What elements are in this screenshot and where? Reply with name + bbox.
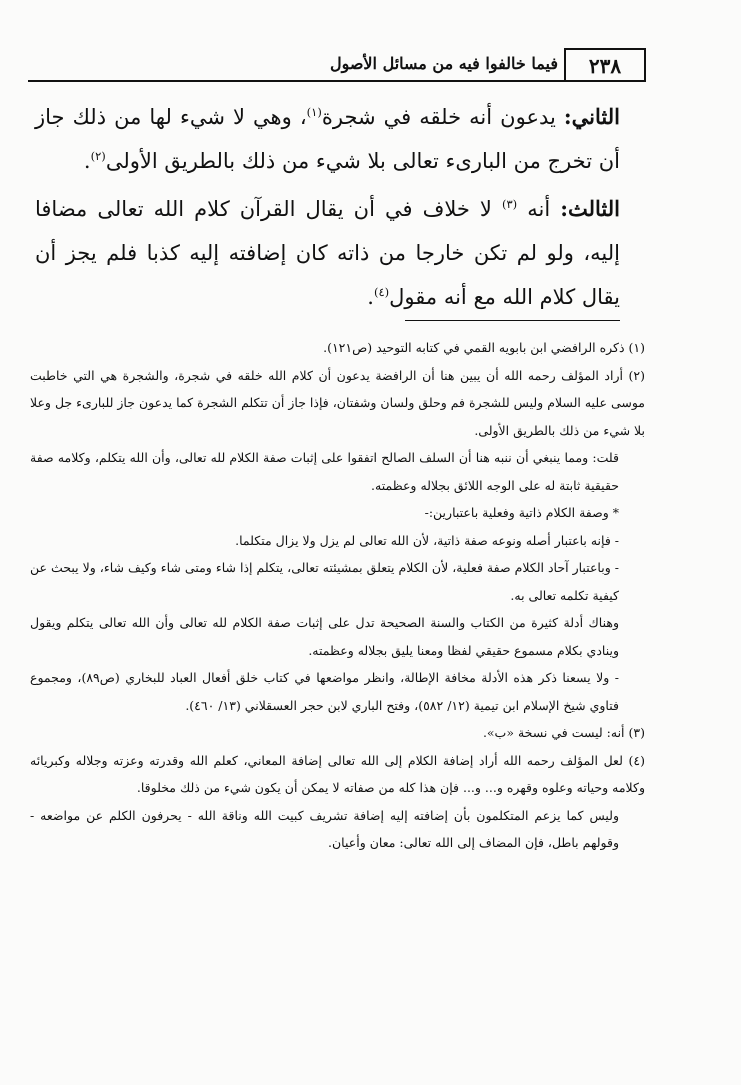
footnote-separator [405, 320, 620, 321]
paragraph-end: . [83, 149, 91, 173]
paragraph-label: الثاني: [563, 104, 620, 129]
paragraph-text: لا خلاف في أن يقال القرآن كلام الله تعالى مضافا إليه، ولو لم تكن خارجا من ذاته كان إضافته إليه كذبا فلم يجز أن يقال كلام الله مع أنه مقول [35, 197, 620, 309]
footnote-ref: (٣) [501, 197, 518, 211]
paragraph-label: الثالث: [560, 196, 620, 221]
footnote-2-item: - فإنه باعتبار أصله ونوعه صفة ذاتية، لأن الله تعالى لم يزل ولا يزال متكلما. [235, 532, 619, 548]
footnote-2: (٢) أراد المؤلف رحمه الله أن يبين هنا أن الرافضة يدعون أن كلام الله خلقه في شجرة، والشجرة هي التي خاطبت موسى عليه السلام وليس للشجرة فم وحلق ولسان وشفتان، فإذا جاز أن تتكلم الشجرة كما يدعون جاز للبارىء جل وعلا بلا شيء من ذلك بالطريق الأولى. [30, 367, 645, 438]
header-rule [28, 80, 646, 82]
footnote-3: (٣) أنه: ليست في نسخة «ب». [482, 725, 645, 740]
paragraph-second [35, 95, 620, 183]
main-text [35, 95, 620, 319]
running-header [28, 48, 646, 82]
paragraph-text: يدعون أنه خلقه في شجرة [321, 105, 564, 129]
footnote-4-para: وليس كما يزعم المتكلمون بأن إضافته إليه إضافة تشريف كبيت الله وناقة الله - يحرفون الكلم عن مواضعه - وقولهم باطل، فإن المضاف إلى الله تعالى: معان وأعيان. [30, 807, 619, 850]
footnote-2-item: - وباعتبار آحاد الكلام صفة فعلية، لأن الكلام يتعلق بمشيئته تعالى، يتكلم إذا شاء ومتى شاء وكيف شاء، ولا يبحث عن كيفية تكلمه تعالى به. [30, 560, 619, 603]
footnotes [30, 334, 645, 857]
footnote-4: (٤) لعل المؤلف رحمه الله أراد إضافة الكلام إلى الله تعالى إضافة المعاني، كعلم الله وقدرته وعزته وجلاله وكبريائه وكلامه وحياته وعلوه وقهره و... و... فإن هذا كله من صفاته لا يمكن أن يكون شيء من ذلك مخلوقا. [30, 752, 645, 795]
footnote-ref: (٢) [90, 149, 106, 163]
page-number: ٢٣٨ [564, 48, 646, 82]
header-title: فيما خالفوا فيه من مسائل الأصول [329, 54, 558, 73]
paragraph-end: . [367, 285, 374, 309]
paragraph-text: أنه [517, 197, 561, 221]
paragraph-text: ، وهي لا شيء لها من ذلك جاز أن تخرج من البارىء تعالى بلا شيء من ذلك بالطريق الأولى [35, 105, 620, 173]
footnote-2-note: قلت: ومما ينبغي أن ننبه هنا أن السلف الصالح اتفقوا على إثبات صفة الكلام لله تعالى، وأن الله يتكلم، وكلامه صفة حقيقية ثابتة له على الوجه اللائق بجلاله وعظمته. [30, 450, 619, 493]
paragraph-third [35, 187, 620, 319]
footnote-ref: (٤) [373, 285, 390, 299]
footnote-2-heading: * وصفة الكلام ذاتية وفعلية باعتبارين:- [424, 505, 619, 520]
footnote-2-para: وهناك أدلة كثيرة من الكتاب والسنة الصحيحة تدل على إثبات صفة الكلام لله تعالى وأن الله تعالى يتكلم ويقول وينادي بكلام مسموع حقيقي لفظا ومعنا يليق بجلاله وعظمته. [30, 615, 619, 658]
footnote-2-refs: - ولا يسعنا ذكر هذه الأدلة مخافة الإطالة، وانظر مواضعها في كتاب خلق أفعال العباد للبخاري (ص٨٩)، ومجموع فتاوي شيخ الإسلام ابن تيمية (١٢/ ٥٨٢)، وفتح الباري لابن حجر العسقلاني (١٣/ ٤٦٠). [30, 670, 619, 713]
footnote-ref: (١) [306, 105, 322, 119]
footnote-1: (١) ذكره الرافضي ابن بابويه القمي في كتابه التوحيد (ص١٢١). [323, 340, 645, 355]
